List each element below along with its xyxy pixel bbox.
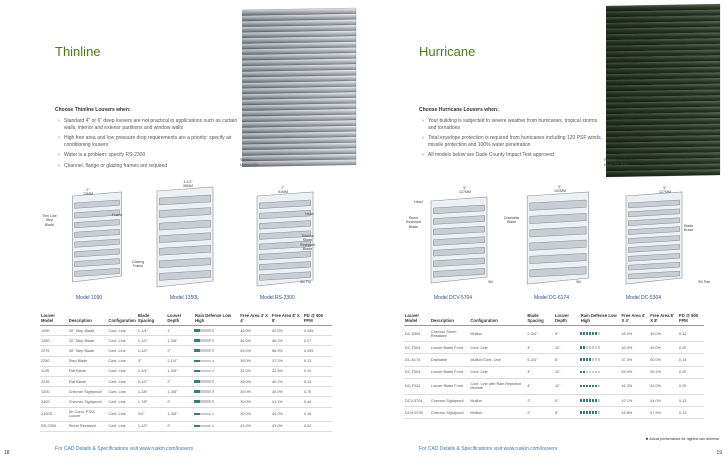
table-cell-fa8: 41.1% bbox=[271, 397, 303, 407]
table-header-cell: Free Area 4' X 4' bbox=[621, 313, 650, 326]
bullet-item: › All models below are Dade County Impact Test approved bbox=[422, 152, 602, 159]
rain-defense-rating bbox=[194, 387, 239, 397]
table-header-cell: Free Area 8' X 8' bbox=[271, 313, 303, 326]
table-cell-fa4: 43.0% bbox=[239, 421, 271, 431]
table-cell-fa8: 47.9% bbox=[649, 407, 678, 419]
dimension-label: 2" 25MM bbox=[83, 188, 93, 197]
table-cell-fa4: 32.0% bbox=[239, 366, 271, 376]
table-cell-fa4: 45.8% bbox=[621, 407, 650, 419]
table-cell-fa4: 45.0% bbox=[621, 326, 650, 342]
table-header-cell: Louver Depth bbox=[554, 313, 580, 326]
table-cell-fa8: 40.2% bbox=[271, 376, 303, 386]
table-header-cell: Louver Depth bbox=[166, 313, 194, 326]
table-cell-pd: 0.32 bbox=[303, 421, 332, 431]
table-cell-spacing: 3" bbox=[137, 356, 167, 366]
sill-pan-label: Sill Pan bbox=[698, 280, 711, 284]
table-cell-pd: 0.44 bbox=[303, 397, 332, 407]
page-title: Thinline bbox=[55, 44, 101, 59]
table-row bbox=[40, 366, 332, 376]
rating-square bbox=[598, 371, 601, 374]
table-cell-pd: 0.095 bbox=[303, 326, 332, 336]
table-row bbox=[40, 421, 332, 431]
table-cell-depth: 2" bbox=[166, 397, 194, 407]
table-cell-depth: 1-3/8" bbox=[166, 407, 194, 421]
table-cell-depth: 2-1/4" bbox=[166, 356, 194, 366]
louver-profile-diagram-dcv5704 bbox=[419, 195, 499, 287]
table-cell-fa4: 46.0% bbox=[239, 336, 271, 346]
table-cell-depth: 2" bbox=[166, 376, 194, 386]
rating-square bbox=[212, 425, 215, 428]
table-cell-pd: 0.13 bbox=[678, 407, 704, 419]
table-cell-spacing: 4" bbox=[526, 378, 554, 394]
table-header-cell: Blade Spacing bbox=[137, 313, 167, 326]
table-cell-config: Cont. Line bbox=[469, 366, 526, 378]
model-label: Model 1350L bbox=[170, 295, 199, 301]
table-cell-desc: Chevron Sightproof bbox=[430, 407, 470, 419]
table-cell-fa4: 41.3% bbox=[621, 378, 650, 394]
table-header-cell: Description bbox=[430, 313, 470, 326]
table-cell-desc: Chevron Sightproof bbox=[68, 397, 108, 407]
dimension-label: 5" 127MM bbox=[659, 186, 671, 195]
table-cell-config: Cont. Line with Rain Rejection Module bbox=[469, 378, 526, 394]
bullet-item: › Channel, flange or glazing frames are required bbox=[58, 163, 238, 170]
table-cell-desc: Louver Blade Front bbox=[430, 342, 470, 354]
table-cell-config: Cont. Line bbox=[107, 366, 136, 376]
table-row bbox=[40, 407, 332, 421]
table-header-cell: Louver Model bbox=[404, 313, 430, 326]
table-cell-fa8: 49.0% bbox=[649, 326, 678, 342]
louver-profile-diagram-dc5304 bbox=[614, 190, 694, 288]
dimension-label: 6" 152MM bbox=[554, 185, 566, 194]
table-cell-spacing: 4" bbox=[526, 342, 554, 354]
rating-square bbox=[598, 346, 601, 349]
table-cell-desc: Drainable bbox=[430, 354, 470, 366]
sill-label: Sill bbox=[576, 280, 581, 284]
head-label: Head bbox=[414, 200, 423, 204]
table-cell-config: Cont. Line bbox=[107, 421, 136, 431]
table-cell-pd: 0.12 bbox=[678, 326, 704, 342]
rain-defense-rating bbox=[194, 326, 239, 336]
table-cell-spacing: 4" bbox=[526, 366, 554, 378]
rating-square bbox=[598, 358, 601, 361]
table-cell-fa8: 52.5% bbox=[271, 326, 303, 336]
table-cell-pd: 0.13 bbox=[303, 356, 332, 366]
table-cell-pd: 0.07 bbox=[303, 336, 332, 346]
table-cell-fa8: 43.0% bbox=[271, 421, 303, 431]
table-row bbox=[404, 366, 704, 378]
table-row bbox=[404, 342, 704, 354]
table-row bbox=[404, 326, 704, 342]
bullet-list bbox=[422, 118, 602, 163]
storm-blade-label: Storm Resistant Blade bbox=[406, 216, 421, 229]
table-row bbox=[40, 346, 332, 356]
table-header-cell: Description bbox=[68, 313, 108, 326]
table-cell-pd: 0.16 bbox=[303, 407, 332, 421]
table-cell-desc: Flat Blade bbox=[68, 376, 108, 386]
table-cell-depth: 2" bbox=[166, 346, 194, 356]
photo-caption: Shown: Model 2251 bbox=[240, 158, 259, 167]
table-cell-pd: 0.10 bbox=[303, 366, 332, 376]
table-cell-desc: 30° Step Blade bbox=[68, 346, 108, 356]
rating-square bbox=[212, 400, 215, 403]
table-header-cell: PD @ 900 FPM bbox=[678, 313, 704, 326]
rating-square bbox=[212, 360, 215, 363]
table-cell-model: 2275 bbox=[40, 346, 68, 356]
table-cell-spacing: 2-1/2" bbox=[137, 376, 167, 386]
louver-profile-diagram-dc6174 bbox=[514, 190, 602, 288]
table-header-row bbox=[404, 313, 704, 326]
model-label: Model RS-2300 bbox=[260, 295, 295, 301]
table-cell-config: Cont. Line bbox=[107, 326, 136, 336]
table-cell-model: 2250 bbox=[40, 356, 68, 366]
table-cell-model: DCV-5704 bbox=[404, 394, 430, 406]
table-cell-fa4: 42.1% bbox=[621, 394, 650, 406]
table-cell-pd: 0.75 bbox=[303, 387, 332, 397]
table-cell-fa4: 39.0% bbox=[239, 387, 271, 397]
bullet-list bbox=[58, 118, 238, 174]
table-cell-desc: Step Blade bbox=[68, 356, 108, 366]
table-cell-fa8: 49.0% bbox=[649, 342, 678, 354]
rating-square bbox=[212, 370, 215, 373]
table-header-cell: Configuration bbox=[107, 313, 136, 326]
table-cell-desc: Chevron Sightproof bbox=[430, 394, 470, 406]
table-cell-fa4: 40.0% bbox=[621, 342, 650, 354]
dimension-label: 1-1/2" 38MM bbox=[183, 180, 193, 189]
rating-square bbox=[212, 329, 215, 332]
table-row bbox=[404, 407, 704, 419]
table-cell-fa4: 39.0% bbox=[239, 407, 271, 421]
table-cell-fa8: 56.9% bbox=[271, 346, 303, 356]
table-cell-model: DC-F024 bbox=[404, 378, 430, 394]
table-row bbox=[40, 387, 332, 397]
specification-table bbox=[40, 313, 332, 432]
table-cell-depth: 6" bbox=[554, 354, 580, 366]
table-cell-config: Mullion bbox=[469, 407, 526, 419]
rating-square bbox=[212, 339, 215, 342]
table-cell-spacing: 1-7/8" bbox=[137, 397, 167, 407]
table-row bbox=[40, 397, 332, 407]
table-cell-depth: 5" bbox=[554, 394, 580, 406]
bullet-item: › Standard 4" or 6" deep louvers are not practical in applications such as curtain walls, interior and exterior partitions and window walls bbox=[58, 118, 238, 131]
table-cell-model: 1090 bbox=[40, 326, 68, 336]
footnote: ✱ Actual performance for highest rain defense. bbox=[645, 437, 720, 441]
table-cell-desc: 30° Step Blade bbox=[68, 336, 108, 346]
table-header-cell: Configuration bbox=[469, 313, 526, 326]
table-cell-spacing: 1-1/2" bbox=[137, 336, 167, 346]
drainable-blade-label: Drainable Blade bbox=[504, 216, 520, 225]
table-cell-model: DC-6174 bbox=[404, 354, 430, 366]
table-cell-depth: 1-3/8" bbox=[166, 336, 194, 346]
louver-profile-diagram-1350l bbox=[145, 185, 225, 291]
page-title: Hurricane bbox=[419, 44, 476, 59]
rating-square bbox=[212, 380, 215, 383]
table-cell-config: Cont. Line bbox=[107, 397, 136, 407]
table-cell-desc: Louver Blade Front bbox=[430, 378, 470, 394]
table-cell-model: 1135 bbox=[40, 366, 68, 376]
table-cell-desc: Chevron Sightproof bbox=[68, 387, 108, 397]
cad-details-link[interactable]: For CAD Details & Specifications visit www.ruskin.com/louvers bbox=[419, 446, 558, 452]
rating-square bbox=[598, 411, 601, 414]
table-cell-config: Mullion bbox=[469, 394, 526, 406]
sill-label: Sill bbox=[488, 280, 493, 284]
rain-defense-rating bbox=[580, 342, 621, 354]
bullet-item: › Total envelope protection is required from hurricanes including 120 PSF winds, missile protection and 100% water penetration bbox=[422, 135, 602, 148]
table-cell-config: Cont. Line bbox=[107, 387, 136, 397]
table-row bbox=[404, 354, 704, 366]
rain-defense-rating bbox=[194, 421, 239, 431]
table-cell-spacing: 2" bbox=[526, 394, 554, 406]
table-cell-model: DC-F004 bbox=[404, 366, 430, 378]
table-cell-pd: 0.25 bbox=[678, 378, 704, 394]
rain-defense-rating bbox=[580, 326, 621, 342]
table-cell-fa4: 54.0% bbox=[621, 366, 650, 378]
table-cell-desc: Louver Blade Front bbox=[430, 366, 470, 378]
table-header-cell: PD @ 900 FPM bbox=[303, 313, 332, 326]
rating-square bbox=[212, 390, 215, 393]
page-number: 19 bbox=[716, 450, 722, 456]
rain-defense-rating bbox=[580, 394, 621, 406]
rain-defense-rating bbox=[194, 376, 239, 386]
table-cell-config: Mullion/Cont. Line bbox=[469, 354, 526, 366]
table-cell-model: 3100S bbox=[40, 407, 68, 421]
table-cell-pd: 0.20 bbox=[678, 366, 704, 378]
table-cell-depth: 5" bbox=[554, 407, 580, 419]
table-cell-model: DC-F004 bbox=[404, 342, 430, 354]
table-header-cell: Louver Model bbox=[40, 313, 68, 326]
table-cell-pd: 0.14 bbox=[678, 354, 704, 366]
table-cell-config: Mullion bbox=[469, 326, 526, 342]
louver-profile-diagram-1090 bbox=[62, 190, 132, 286]
dimension-label: 2" 51MM bbox=[278, 186, 288, 195]
table-cell-depth: 2" bbox=[166, 421, 194, 431]
rain-defense-rating bbox=[194, 366, 239, 376]
table-header-row bbox=[40, 313, 332, 326]
table-cell-fa8: 39.0% bbox=[271, 407, 303, 421]
table-cell-depth: 11" bbox=[554, 342, 580, 354]
hurricane-page bbox=[364, 0, 728, 472]
table-header-cell: Free Area 8' X 8' bbox=[649, 313, 678, 326]
rain-defense-rating bbox=[194, 346, 239, 356]
glazing-label: Glazing Frame bbox=[132, 260, 145, 269]
table-cell-fa4: 53.0% bbox=[239, 346, 271, 356]
page-number: 18 bbox=[4, 450, 10, 456]
bullet-item: › High free area and low pressure drop requirements are a priority: specify air conditioning louvers bbox=[58, 135, 238, 148]
table-cell-model: RS-2300 bbox=[40, 421, 68, 431]
table-header-cell: Blade Spacing bbox=[526, 313, 554, 326]
table-cell-pd: 0.20 bbox=[678, 342, 704, 354]
rating-square bbox=[212, 349, 215, 352]
table-cell-fa4: 37.0% bbox=[621, 354, 650, 366]
blade-brace-label: Blade Brace bbox=[684, 224, 694, 233]
table-cell-depth: 11" bbox=[554, 366, 580, 378]
table-cell-fa8: 40.0% bbox=[271, 387, 303, 397]
table-cell-spacing: 3/4" bbox=[137, 407, 167, 421]
table-cell-spacing: 1-1/2" bbox=[137, 346, 167, 356]
table-cell-spacing: 2-3/4" bbox=[526, 326, 554, 342]
table-cell-spacing: 1-1/4" bbox=[137, 326, 167, 336]
table-cell-spacing: 2" bbox=[526, 407, 554, 419]
table-row bbox=[404, 378, 704, 394]
photo-caption: Shown: Model DC-5304 bbox=[604, 158, 630, 167]
table-cell-desc: 30° Step Blade bbox=[68, 326, 108, 336]
rating-square bbox=[212, 413, 215, 416]
table-cell-depth: 1-3/8" bbox=[166, 387, 194, 397]
table-cell-fa8: 42.0% bbox=[649, 378, 678, 394]
rain-defense-rating bbox=[194, 356, 239, 366]
table-cell-config: Cont. Line bbox=[107, 407, 136, 421]
model-label: Model DC-6174 bbox=[534, 295, 570, 301]
table-cell-fa8: 55.1% bbox=[649, 366, 678, 378]
frame-label: Frame bbox=[112, 213, 123, 217]
table-cell-model: 2400 bbox=[40, 397, 68, 407]
intro-heading: Choose Hurricane Louvers when: bbox=[419, 107, 499, 113]
table-cell-fa8: 44.0% bbox=[649, 394, 678, 406]
table-cell-depth: 1" bbox=[166, 326, 194, 336]
table-cell-fa4: 39.0% bbox=[239, 397, 271, 407]
table-cell-desc: Flat Blade bbox=[68, 366, 108, 376]
table-header-cell: Rain Defense Low High bbox=[194, 313, 239, 326]
table-cell-config: Cont. Line bbox=[107, 346, 136, 356]
table-cell-fa8: 32.5% bbox=[271, 366, 303, 376]
table-cell-fa8: 37.2% bbox=[271, 356, 303, 366]
table-cell-model: DC-5304 bbox=[404, 326, 430, 342]
cad-details-link[interactable]: For CAD Details & Specifications visit www.ruskin.com/louvers bbox=[55, 446, 194, 452]
table-row bbox=[40, 336, 332, 346]
table-cell-spacing: 1-1/2" bbox=[137, 421, 167, 431]
model-label: Model DC-5304 bbox=[626, 295, 662, 301]
table-cell-spacing: 1-1/8" bbox=[137, 387, 167, 397]
rating-square bbox=[598, 385, 601, 388]
table-cell-model: 2235 bbox=[40, 376, 68, 386]
rain-defense-rating bbox=[580, 354, 621, 366]
table-row bbox=[40, 326, 332, 336]
table-cell-fa4: 39.0% bbox=[239, 356, 271, 366]
table-cell-model: DCH-5700 bbox=[404, 407, 430, 419]
bullet-item: › Water is a problem: specify RS-2300 bbox=[58, 152, 238, 159]
bullet-item: › Your building is subjected to severe weather from hurricanes, tropical storms and tornadoes bbox=[422, 118, 602, 131]
table-cell-config: Cont. Line bbox=[107, 356, 136, 366]
rain-defense-rating bbox=[580, 407, 621, 419]
table-cell-depth: 11" bbox=[554, 378, 580, 394]
table-cell-pd: 0.095 bbox=[303, 346, 332, 356]
specification-table bbox=[404, 313, 704, 419]
head-label: Head bbox=[305, 212, 314, 216]
table-cell-depth: 1-3/8" bbox=[166, 366, 194, 376]
table-cell-fa8: 46.2% bbox=[271, 336, 303, 346]
table-cell-spacing: 5-3/4" bbox=[526, 354, 554, 366]
dimension-label: 5" 127MM bbox=[459, 186, 471, 195]
table-cell-fa4: 46.0% bbox=[239, 326, 271, 336]
model-label: Model DCV-5704 bbox=[434, 295, 473, 301]
rain-defense-rating bbox=[580, 378, 621, 394]
rain-defense-rating bbox=[194, 407, 239, 421]
table-cell-desc: Air Cond. PTAC Louver bbox=[68, 407, 108, 421]
rating-square bbox=[598, 332, 601, 335]
sill-fin-label: Sill Fin bbox=[300, 280, 311, 284]
rain-defense-rating bbox=[580, 366, 621, 378]
table-cell-desc: Storm Resistant bbox=[68, 421, 108, 431]
table-cell-depth: 5" bbox=[554, 326, 580, 342]
table-cell-fa4: 39.0% bbox=[239, 376, 271, 386]
table-row bbox=[40, 376, 332, 386]
table-cell-desc: Chevron Storm Resistant bbox=[430, 326, 470, 342]
rain-defense-rating bbox=[194, 397, 239, 407]
table-cell-pd: 0.13 bbox=[303, 376, 332, 386]
table-cell-model: 1350 bbox=[40, 336, 68, 346]
table-cell-config: Cont. Line bbox=[107, 376, 136, 386]
table-header-cell: Rain Defense Low High bbox=[580, 313, 621, 326]
table-cell-pd: 0.13 bbox=[678, 394, 704, 406]
blade-label: Thin Line Step Blade bbox=[42, 214, 57, 227]
table-cell-config: Cont. Line bbox=[469, 342, 526, 354]
rain-defense-rating bbox=[194, 336, 239, 346]
intro-heading: Choose Thinline Louvers when: bbox=[55, 107, 131, 113]
table-row bbox=[40, 356, 332, 366]
table-cell-config: Cont. Line bbox=[107, 336, 136, 346]
rating-square bbox=[598, 399, 601, 402]
storm-blade-label: Thinline Storm Resistant Blade bbox=[300, 234, 315, 252]
table-row bbox=[404, 394, 704, 406]
table-cell-spacing: 1-3/4" bbox=[137, 366, 167, 376]
table-cell-fa8: 60.0% bbox=[649, 354, 678, 366]
table-header-cell: Free Area 4' X 4' bbox=[239, 313, 271, 326]
table-cell-model: 1200 bbox=[40, 387, 68, 397]
model-label: Model 1090 bbox=[76, 295, 103, 301]
